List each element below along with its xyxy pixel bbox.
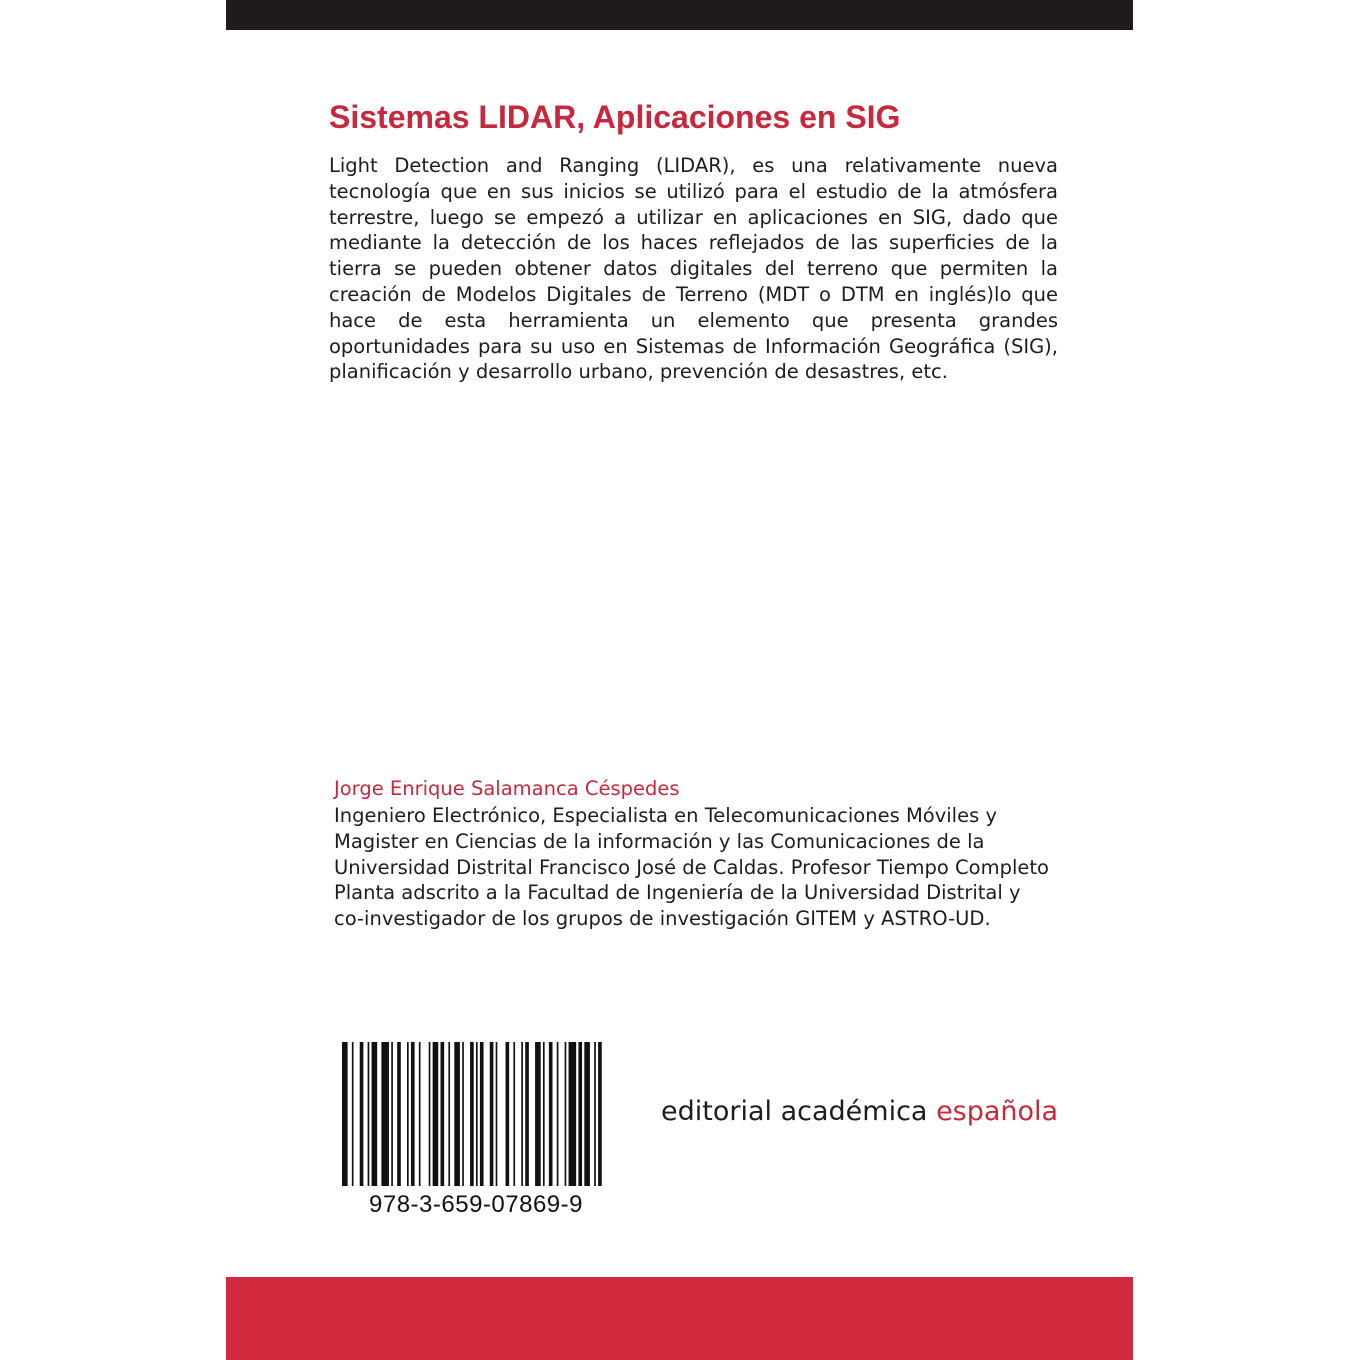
author-bio: Ingeniero Electrónico, Especialista en Telecomunicaciones Móviles y Magister en Ciencias de la información y las Comunicaciones de la Universidad Distrital Francisco José de Caldas. Profesor Tiempo Completo Planta adscrito a la Facultad de Ingeniería de la Universidad Distrital y co-investigador de los grupos de investigación GITEM y ASTRO-UD. <box>334 804 1049 931</box>
barcode-bar <box>578 1042 582 1186</box>
book-synopsis: Light Detection and Ranging (LIDAR), es una relativamente nueva tecnología que en sus inicios se utilizó para el estudio de la atmósfera terrestre, luego se empezó a utilizar en aplicaciones en SIG, dado que mediante la detección de los haces reflejados de las superficies de la tierra se pueden obtener datos digitales del terreno que permiten la creación de Modelos Digitales de Terreno (MDT o DTM en inglés)lo que hace de esta herramienta un elemento que presenta grandes oportunidades para su uso en Sistemas de Información Geográfica (SIG), planificación y desarrollo urbano, prevención de desastres, etc. <box>329 154 1058 384</box>
barcode-bar <box>598 1042 602 1186</box>
barcode-bar <box>476 1042 478 1186</box>
isbn-barcode <box>338 1040 614 1220</box>
publisher-name-accent: española <box>936 1096 1059 1127</box>
barcode-bar <box>569 1042 577 1186</box>
barcode-bar <box>506 1042 510 1186</box>
barcode-bar <box>557 1042 559 1186</box>
barcode-bar <box>342 1042 348 1186</box>
barcode-bar <box>368 1042 370 1186</box>
bottom-color-band <box>226 1277 1133 1360</box>
barcode-bar <box>397 1042 401 1186</box>
isbn-number: 978-3-659-07869-9 <box>369 1191 583 1218</box>
barcode-bar <box>419 1042 421 1186</box>
barcode-bar <box>470 1042 474 1186</box>
barcode-bar <box>525 1042 529 1186</box>
author-name: Jorge Enrique Salamanca Céspedes <box>334 777 680 800</box>
barcode-bar <box>391 1042 393 1186</box>
barcode-icon <box>338 1040 614 1188</box>
publisher-logo <box>661 1094 1058 1130</box>
barcode-bar <box>352 1042 354 1186</box>
barcode-bar <box>433 1042 439 1186</box>
barcode-bar <box>454 1042 460 1186</box>
barcode-bar <box>429 1042 431 1186</box>
top-color-band <box>226 0 1133 30</box>
publisher-name: editorial académica <box>661 1096 937 1127</box>
barcode-bar <box>407 1042 409 1186</box>
barcode-bar <box>462 1042 464 1186</box>
barcode-bar <box>480 1042 484 1186</box>
barcode-bar <box>535 1042 541 1186</box>
barcode-bar <box>584 1042 590 1186</box>
barcode-bar <box>411 1042 415 1186</box>
barcode-bar <box>448 1042 450 1186</box>
barcode-bar <box>513 1042 515 1186</box>
barcode-bar <box>565 1042 567 1186</box>
barcode-bar <box>360 1042 364 1186</box>
book-back-cover <box>226 0 1133 1360</box>
barcode-bar <box>549 1042 553 1186</box>
barcode-bar <box>594 1042 596 1186</box>
barcode-bar <box>496 1042 498 1186</box>
barcode-bar <box>381 1042 389 1186</box>
barcode-bar <box>543 1042 545 1186</box>
barcode-bar <box>490 1042 494 1186</box>
barcode-bar <box>441 1042 445 1186</box>
book-title: Sistemas LIDAR, Aplicaciones en SIG <box>329 99 901 135</box>
barcode-bar <box>372 1042 378 1186</box>
barcode-bar <box>521 1042 523 1186</box>
